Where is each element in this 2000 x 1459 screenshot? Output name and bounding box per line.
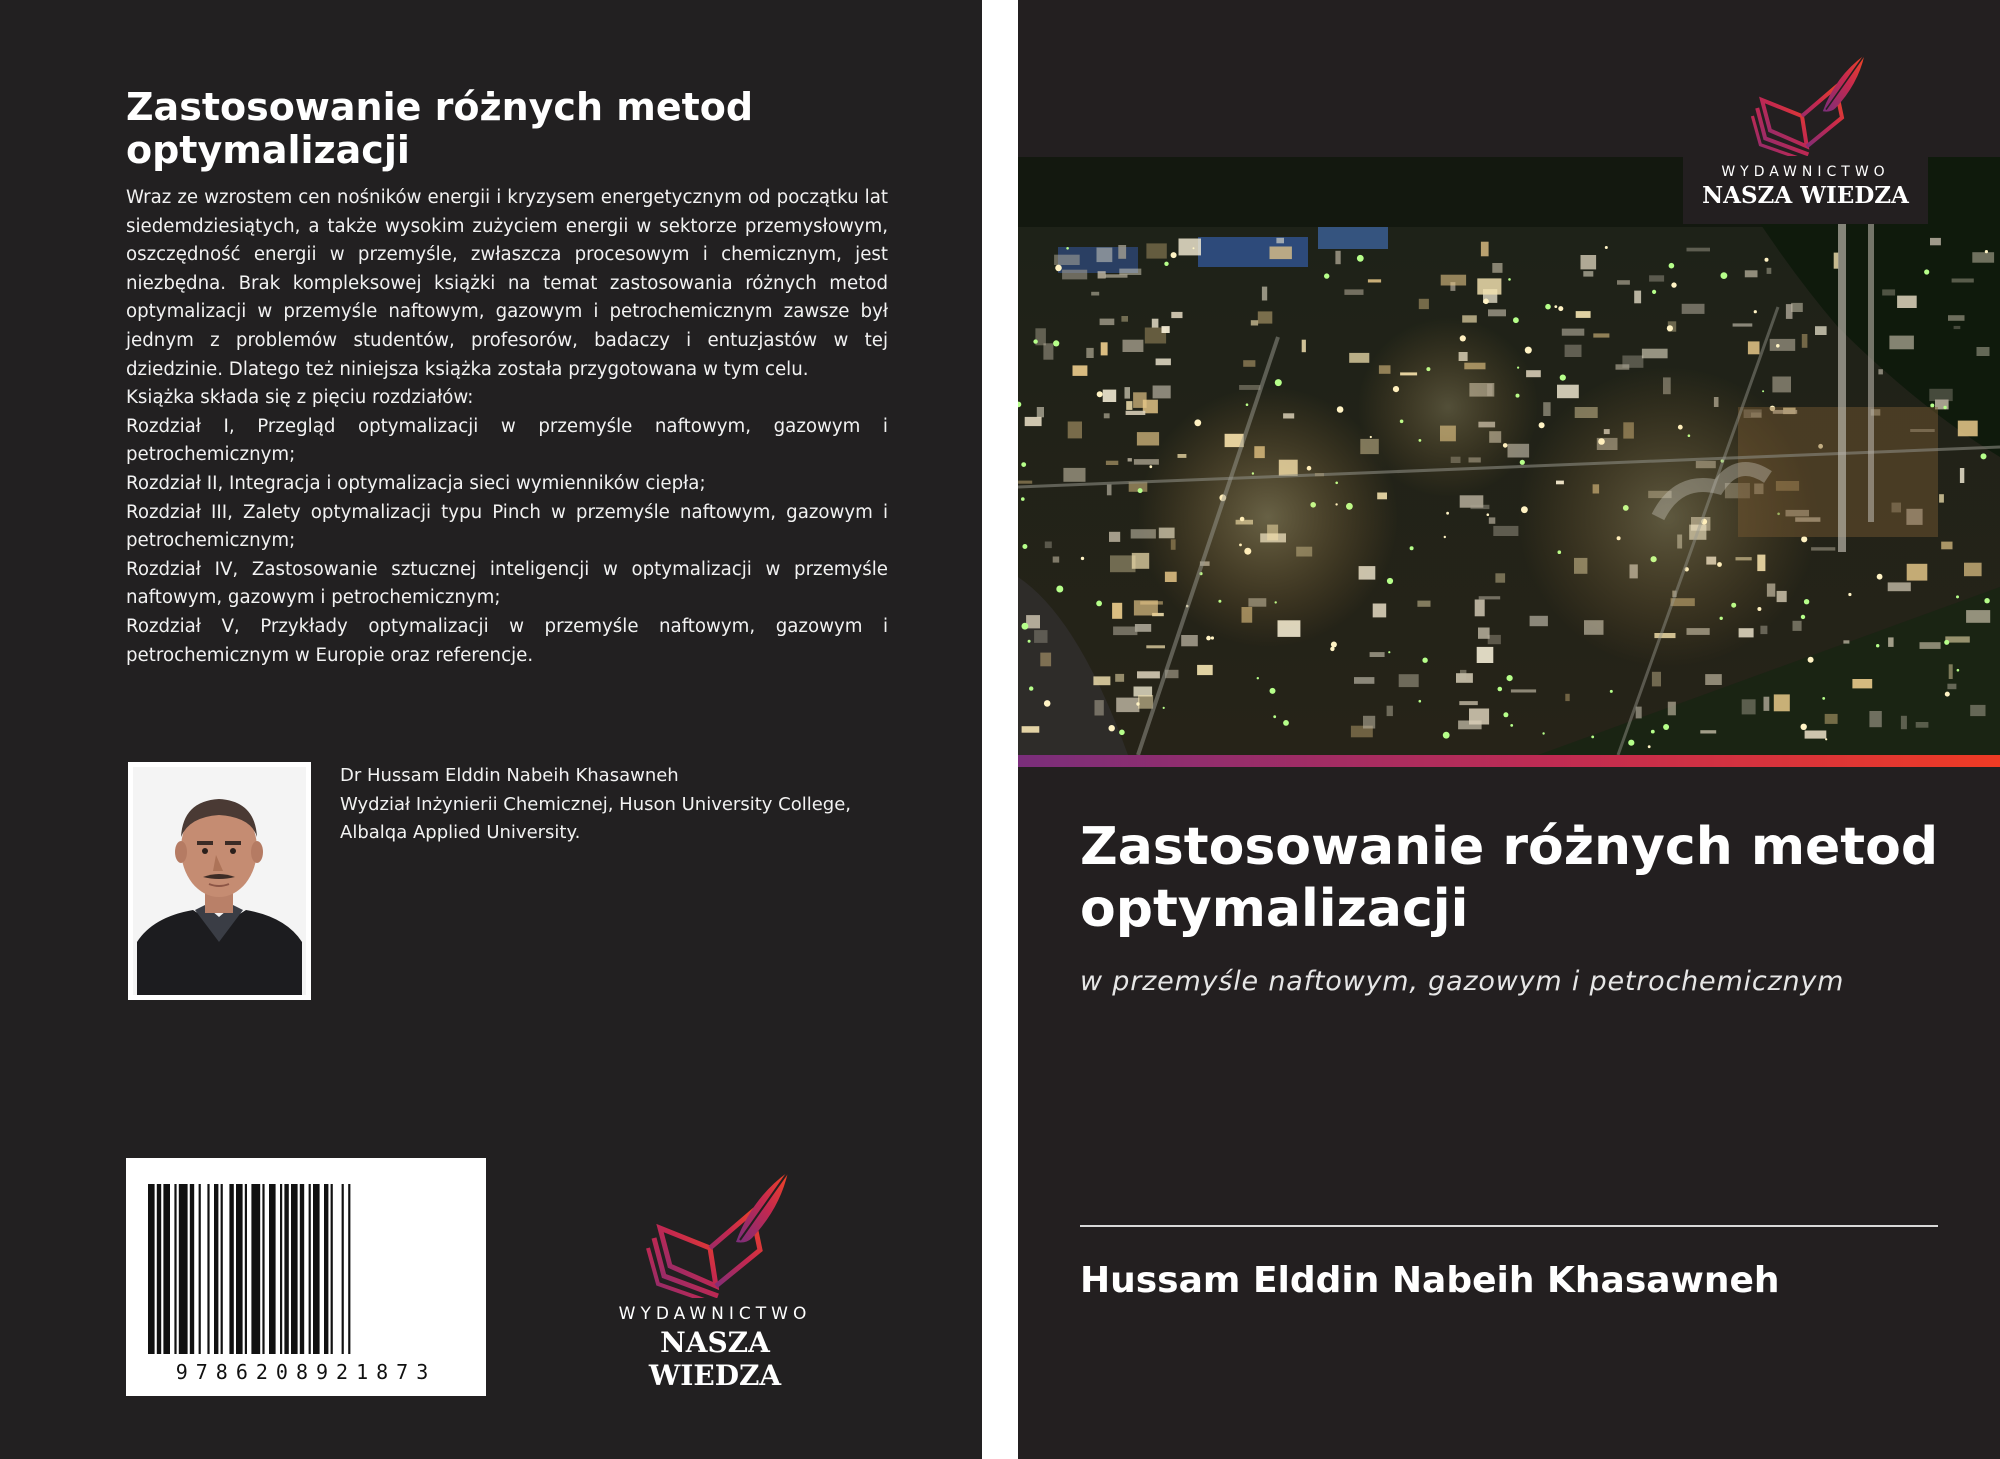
book-quill-icon	[640, 1168, 790, 1298]
barcode-bar	[221, 1184, 223, 1354]
author-bio-university: Albalqa Applied University.	[340, 822, 581, 844]
description-chapters-intro: Książka składa się z pięciu rozdziałów:	[126, 387, 474, 409]
barcode-bar	[300, 1184, 304, 1354]
barcode-bar	[284, 1184, 288, 1354]
publisher-line-1: WYDAWNICTWO	[1721, 164, 1890, 180]
author-photo	[128, 762, 311, 1000]
barcode-bar	[262, 1184, 264, 1354]
barcode-bar	[236, 1184, 243, 1354]
barcode-bar	[179, 1184, 188, 1354]
barcode-bar	[245, 1184, 247, 1354]
front-cover-title: Zastosowanie różnych metod optymalizacji	[1080, 817, 1939, 939]
refinery-image	[1018, 157, 2000, 755]
isbn-number: 9786208921873	[175, 1360, 437, 1384]
barcode-bar	[163, 1184, 170, 1354]
author-portrait-image	[133, 767, 306, 995]
barcode-bar	[291, 1184, 298, 1354]
barcode-bar	[229, 1184, 233, 1354]
back-cover	[0, 0, 982, 1459]
barcode-bar	[280, 1184, 282, 1354]
publisher-line-1: WYDAWNICTWO	[618, 1304, 812, 1324]
book-quill-icon	[1746, 52, 1866, 156]
barcode-bar	[207, 1184, 209, 1354]
refinery-night-photo	[1018, 157, 2000, 755]
back-cover-title: Zastosowanie różnych metod optymalizacji	[126, 85, 754, 172]
barcode-bar	[157, 1184, 161, 1354]
barcode-bar	[199, 1184, 201, 1354]
barcode-bar	[190, 1184, 194, 1354]
barcode-bar	[331, 1184, 333, 1354]
barcode-bar	[148, 1184, 155, 1354]
publisher-line-2: NASZA WIEDZA	[648, 1326, 782, 1392]
front-cover-author: Hussam Elddin Nabeih Khasawneh	[1080, 1260, 1780, 1301]
barcode-bar	[214, 1184, 218, 1354]
author-bio-name: Dr Hussam Elddin Nabeih Khasawneh	[340, 765, 679, 786]
barcode-bar	[324, 1184, 328, 1354]
isbn-barcode	[126, 1158, 486, 1396]
front-cover-divider	[1080, 1225, 1938, 1227]
description-chapter-1: Rozdział I, Przegląd optymalizacji w przemyśle naftowym, gazowym i petrochemicznym;	[126, 415, 888, 466]
accent-bar	[1018, 755, 2000, 767]
barcode-bar	[342, 1184, 344, 1354]
author-bio	[340, 762, 885, 848]
description-chapter-4: Rozdział IV, Zastosowanie sztucznej inteligencji w optymalizacji w przemyśle naftowym, gazowym i petrochemicznym;	[126, 558, 888, 609]
description-chapter-3: Rozdział III, Zalety optymalizacji typu Pinch w przemyśle naftowym, gazowym i petrochemicznym;	[126, 501, 888, 552]
description-paragraph: Wraz ze wzrostem cen nośników energii i kryzysem energetycznym od początku lat siedemdziesiątych, a także wysokim zużyciem energii w sektorze przemysłowym, oszczędność energii w przemyśle, zwłaszcza procesowym i chemicznym, jest niezbędna. Brak kompleksowej książki na temat zastosowania różnych metod optymalizacji w przemyśle naftowym, gazowym i petrochemicznym zawsze był jednym z problemów studentów, profesorów, badaczy i entuzjastów w tej dziedzinie. Dlatego też niniejsza książka została przygotowana w tym celu.	[126, 187, 888, 380]
spine-gap	[982, 0, 1018, 1459]
front-cover	[1018, 0, 2000, 1459]
front-publisher-logo	[1683, 52, 1928, 209]
barcode-bar	[313, 1184, 320, 1354]
barcode-bar	[348, 1184, 350, 1354]
description-chapter-5: Rozdział V, Przykłady optymalizacji w przemyśle naftowym, gazowym i petrochemicznym w Europie oraz referencje.	[126, 615, 888, 666]
publisher-line-2: NASZA WIEDZA	[1702, 182, 1909, 209]
barcode-bar	[269, 1184, 276, 1354]
barcode-bar	[309, 1184, 311, 1354]
author-bio-affiliation: Wydział Inżynierii Chemicznej, Huson University College,	[340, 793, 852, 815]
barcode-bar	[174, 1184, 176, 1354]
publisher-logo	[590, 1168, 840, 1392]
front-cover-subtitle: w przemyśle naftowym, gazowym i petrochemicznym	[1080, 966, 1845, 997]
description-chapter-2: Rozdział II, Integracja i optymalizacja sieci wymienników ciepła;	[126, 472, 706, 494]
barcode-bar	[251, 1184, 260, 1354]
back-cover-description	[126, 184, 888, 670]
